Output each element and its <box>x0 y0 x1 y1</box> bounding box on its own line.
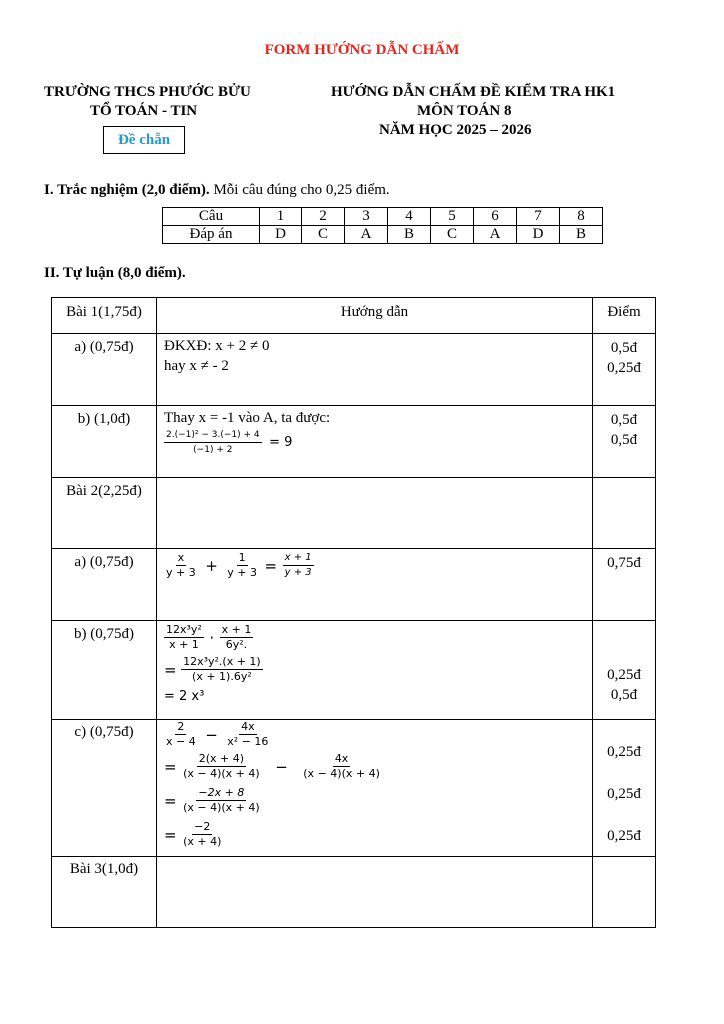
question-row-label: Câu <box>163 208 260 226</box>
exam-variant-box: Đề chẵn <box>103 126 185 154</box>
b1a-label: a) (0,75đ) <box>74 339 134 355</box>
b2a-fraction2 <box>225 551 259 580</box>
b2c-f1-num: 2 <box>177 720 185 733</box>
guide-title: HƯỚNG DẪN CHẤM ĐỀ KIỂM TRA HK1 <box>331 84 616 100</box>
b2c-f6-den: (x + 4) <box>183 835 222 848</box>
b2c-f3-den: (x − 4)(x + 4) <box>183 767 260 780</box>
answer-letter: C <box>302 226 345 244</box>
b2b-label: b) (0,75đ) <box>74 626 134 642</box>
b2b-fraction2 <box>220 623 254 652</box>
answer-letter: A <box>474 226 517 244</box>
b2c-f4-den: (x − 4)(x + 4) <box>303 767 380 780</box>
table-header-row <box>52 298 656 334</box>
b2a-fraction3 <box>283 551 314 580</box>
b2b-f1-num: 12x³y² <box>166 623 202 636</box>
b2b-f3-num: 12x³y².(x + 1) <box>183 655 261 668</box>
question-number: 4 <box>388 208 431 226</box>
b2a-expression <box>164 551 314 580</box>
department-name: TỔ TOÁN - TIN <box>90 103 198 119</box>
minus-sign: − <box>205 725 218 744</box>
b3-label: Bài 3(1,0đ) <box>69 861 139 877</box>
b1a-line1: ĐKXĐ: x + 2 ≠ 0 <box>164 338 270 354</box>
b2c-label: c) (0,75đ) <box>74 724 134 740</box>
b2b-f2-den: 6y². <box>225 638 248 651</box>
b2c-f6-num: −2 <box>194 820 211 833</box>
b1b-fraction <box>164 428 262 457</box>
b1b-result: = 9 <box>269 435 293 450</box>
b2c-score3: 0,25đ <box>607 828 641 844</box>
part1-heading-line <box>44 182 390 199</box>
b2b-result: = 2 x³ <box>164 689 205 704</box>
b2c-f5-num: −2x + 8 <box>198 786 245 799</box>
question-number: 7 <box>517 208 560 226</box>
equals-sign: = <box>164 825 177 844</box>
b1b-numerator: 2.(−1)² − 3.(−1) + 4 <box>164 428 262 443</box>
b2c-fraction1 <box>164 720 198 749</box>
table-row <box>52 621 656 720</box>
b1b-score2: 0,5đ <box>610 432 638 448</box>
b2c-fraction6 <box>181 820 223 849</box>
plus-sign: + <box>205 556 218 575</box>
dot-sign: · <box>209 628 215 647</box>
b2a-f3-num: x + 1 <box>283 551 314 566</box>
answer-letter: A <box>345 226 388 244</box>
b2c-f5-den: (x − 4)(x + 4) <box>183 801 260 814</box>
b1a-score2: 0,25đ <box>607 360 641 376</box>
b2a-f1-num: x <box>177 551 185 564</box>
answer-key-answer-row <box>163 226 603 244</box>
guide-column-header: Hướng dẫn <box>340 304 409 320</box>
b2b-score2: 0,5đ <box>610 687 638 703</box>
equals-sign: = <box>264 556 278 575</box>
b1a-score1: 0,5đ <box>610 340 638 356</box>
b2c-fraction2 <box>225 720 270 749</box>
b2c-step2 <box>164 752 382 781</box>
answer-letter: B <box>388 226 431 244</box>
b2c-score2: 0,25đ <box>607 786 641 802</box>
b2a-label: a) (0,75đ) <box>74 554 134 570</box>
b1b-expression <box>164 428 296 457</box>
answer-letter: B <box>560 226 603 244</box>
equals-sign: = <box>164 660 177 679</box>
b2a-fraction1 <box>164 551 198 580</box>
b2c-f3-num: 2(x + 4) <box>198 752 245 765</box>
b2b-step1 <box>164 623 253 652</box>
question-number: 5 <box>431 208 474 226</box>
table-row <box>52 549 656 621</box>
b2c-step3 <box>164 786 262 815</box>
b2c-f2-num: 4x <box>241 720 255 733</box>
b1b-denominator: (−1) + 2 <box>193 445 233 455</box>
b2c-score1: 0,25đ <box>607 744 641 760</box>
b2b-fraction3 <box>181 655 263 684</box>
table-row <box>52 720 656 857</box>
question-number: 3 <box>345 208 388 226</box>
answer-letter: C <box>431 226 474 244</box>
answer-letter: D <box>517 226 560 244</box>
b2b-f3-den: (x + 1).6y² <box>192 670 252 683</box>
subject-title: MÔN TOÁN 8 <box>417 103 512 119</box>
question-number: 6 <box>474 208 517 226</box>
b2-label: Bài 2(2,25đ) <box>66 483 142 499</box>
table-row <box>52 406 656 478</box>
table-row <box>52 334 656 406</box>
table-row <box>52 857 656 928</box>
b2b-step2 <box>164 655 263 684</box>
question-number: 1 <box>260 208 302 226</box>
equals-sign: = <box>164 791 177 810</box>
question-number: 8 <box>560 208 603 226</box>
b2b-f2-num: x + 1 <box>221 623 252 636</box>
part2-heading: II. Tự luận (8,0 điểm). <box>44 265 186 281</box>
b2b-fraction1 <box>164 623 204 652</box>
b1b-line1: Thay x = -1 vào A, ta được: <box>164 410 331 426</box>
answer-row-label: Đáp án <box>163 226 260 244</box>
equals-sign: = <box>164 757 177 776</box>
part1-note: Mỗi câu đúng cho 0,25 điểm. <box>209 182 390 198</box>
form-title: FORM HƯỚNG DẪN CHẤM <box>264 42 460 58</box>
table-row <box>52 478 656 549</box>
b2c-f1-den: x − 4 <box>166 735 196 748</box>
b2c-f4-num: 4x <box>334 752 349 765</box>
b2c-f2-den: x² − 16 <box>227 735 269 748</box>
b1b-label: b) (1,0đ) <box>77 411 131 427</box>
b2c-fraction5 <box>181 786 262 815</box>
b1b-score1: 0,5đ <box>610 412 638 428</box>
b2a-f1-den: y + 3 <box>166 566 196 579</box>
b2c-fraction3 <box>181 752 262 781</box>
question-number: 2 <box>302 208 345 226</box>
b2a-f2-num: 1 <box>238 551 246 564</box>
answer-key-question-row <box>163 208 603 226</box>
part1-heading: I. Trắc nghiệm (2,0 điểm). <box>44 182 210 198</box>
grading-table <box>51 297 656 928</box>
bai1-header-label: Bài 1(1,75đ) <box>66 304 142 320</box>
b2c-step1 <box>164 720 270 749</box>
b2a-score: 0,75đ <box>607 555 641 571</box>
school-year: NĂM HỌC 2025 – 2026 <box>379 122 532 138</box>
b2b-score1: 0,25đ <box>607 667 641 683</box>
score-column-header: Điểm <box>607 304 641 320</box>
b2c-fraction4 <box>301 752 382 781</box>
b1a-line2: hay x ≠ - 2 <box>164 358 229 374</box>
b2c-step4 <box>164 820 223 849</box>
school-name: TRƯỜNG THCS PHƯỚC BỬU <box>44 84 251 100</box>
minus-sign: − <box>275 757 288 776</box>
b2a-f3-den: y + 3 <box>284 567 312 578</box>
b2b-f1-den: x + 1 <box>169 638 199 651</box>
b2a-f2-den: y + 3 <box>227 566 258 579</box>
answer-letter: D <box>260 226 302 244</box>
answer-key-table <box>162 207 603 244</box>
